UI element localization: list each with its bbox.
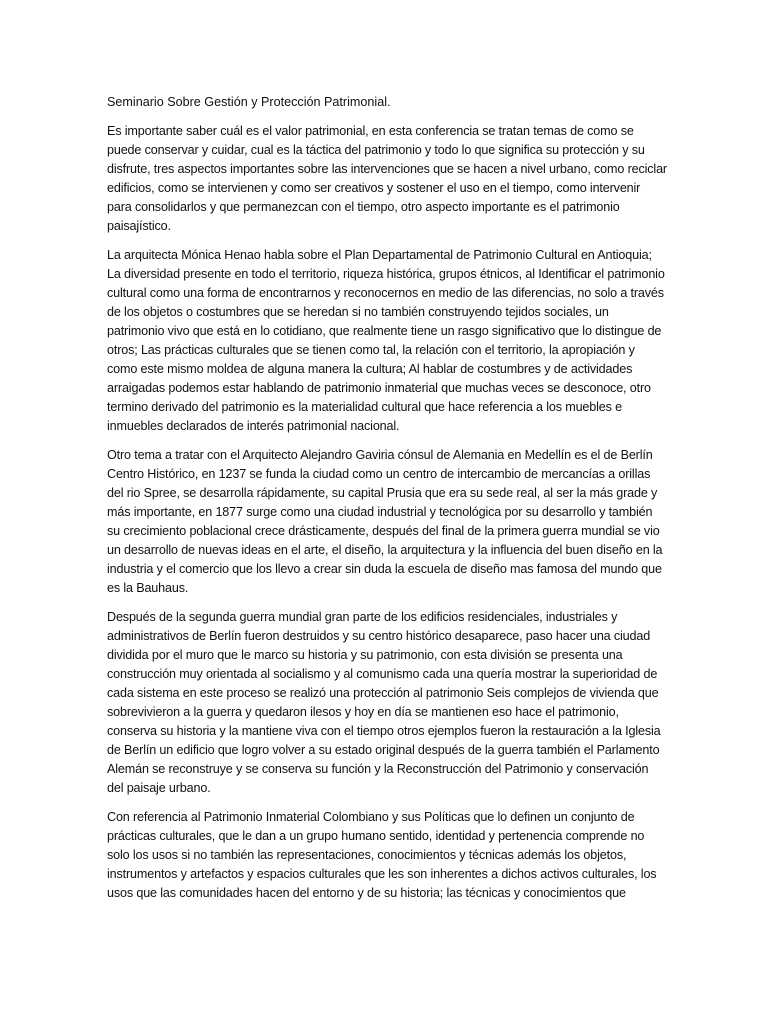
paragraph-intro: Es importante saber cuál es el valor patrimonial, en esta conferencia se tratan temas de como se puede conservar y cuidar, cual es la táctica del patrimonio y todo lo que significa su protección y su disfrute, tres aspectos importantes sobre las intervenciones que se hacen a nivel urbano, como reciclar edificios, como se intervienen y como ser creativos y sostener el uso en el tiempo, como intervenir para consolidarlos y que permanezcan con el tiempo, otro aspecto importante es el patrimonio paisajístico. [107,124,667,233]
document-title: Seminario Sobre Gestión y Protección Patrimonial. [107,95,391,109]
paragraph-berlin-postwar: Después de la segunda guerra mundial gran parte de los edificios residenciales, industriales y administrativos de Berlín fueron destruidos y su centro histórico desaparece, paso hacer una ciudad dividida por el muro que le marco su historia y su patrimonio, con esta división se presenta una construcción muy orientada al socialismo y al comunismo cada una quería mostrar la superioridad de cada sistema en este proceso se realizó una protección al patrimonio Seis complejos de vivienda que sobrevivieron a la guerra y quedaron ilesos y hoy en día se mantienen eso hace el patrimonio, conserva su historia y la mantiene viva con el tiempo otros ejemplos fueron la restauración a la Iglesia de Berlín un edificio que logro volver a su estado original después de la guerra también el Parlamento Alemán se reconstruye y se conserva su función y la Reconstrucción del Patrimonio y conservación del paisaje urbano. [107,610,661,795]
paragraph-antioquia: La arquitecta Mónica Henao habla sobre el Plan Departamental de Patrimonio Cultural en Antioquia; La diversidad presente en todo el territorio, riqueza histórica, grupos étnicos, al Identificar el patrimonio cultural como una forma de encontrarnos y reconocernos en medio de las diferencias, no solo a través de los objetos o costumbres que se heredan si no también construyendo tejidos sociales, un patrimonio vivo que está en lo cotidiano, que realmente tiene un rasgo significativo que lo distingue de otros; Las prácticas culturales que se tienen como tal, la relación con el territorio, la apropiación y como este mismo moldea de alguna manera la cultura; Al hablar de costumbres y de actividades arraigadas podemos estar hablando de patrimonio inmaterial que muchas veces se desconoce, otro termino derivado del patrimonio es la materialidad cultural que hace referencia a los muebles e inmuebles declarados de interés patrimonial nacional. [107,248,665,433]
paragraph-berlin-history: Otro tema a tratar con el Arquitecto Alejandro Gaviria cónsul de Alemania en Medellín es el de Berlín Centro Histórico, en 1237 se funda la ciudad como un centro de intercambio de mercancías a orillas del rio Spree, se desarrolla rápidamente, su capital Prusia que era su sede real, al ser la más grade y más importante, en 1877 surge como una ciudad industrial y tecnológica por su desarrollo y también su crecimiento poblacional crece drásticamente, después del final de la primera guerra mundial se vio un desarrollo de nuevas ideas en el arte, el diseño, la arquitectura y la influencia del buen diseño en la industria y el comercio que los llevo a crear sin duda la escuela de diseño mas famosa del mundo que es la Bauhaus. [107,448,663,595]
paragraph-colombian-heritage: Con referencia al Patrimonio Inmaterial Colombiano y sus Políticas que lo definen un conjunto de prácticas culturales, que le dan a un grupo humano sentido, identidad y pertenencia comprende no solo los usos si no también las representaciones, conocimientos y técnicas además los objetos, instrumentos y artefactos y espacios culturales que les son inherentes a dichos activos culturales, los usos que las comunidades hacen del entorno y de su historia; las técnicas y conocimientos que [107,810,657,900]
